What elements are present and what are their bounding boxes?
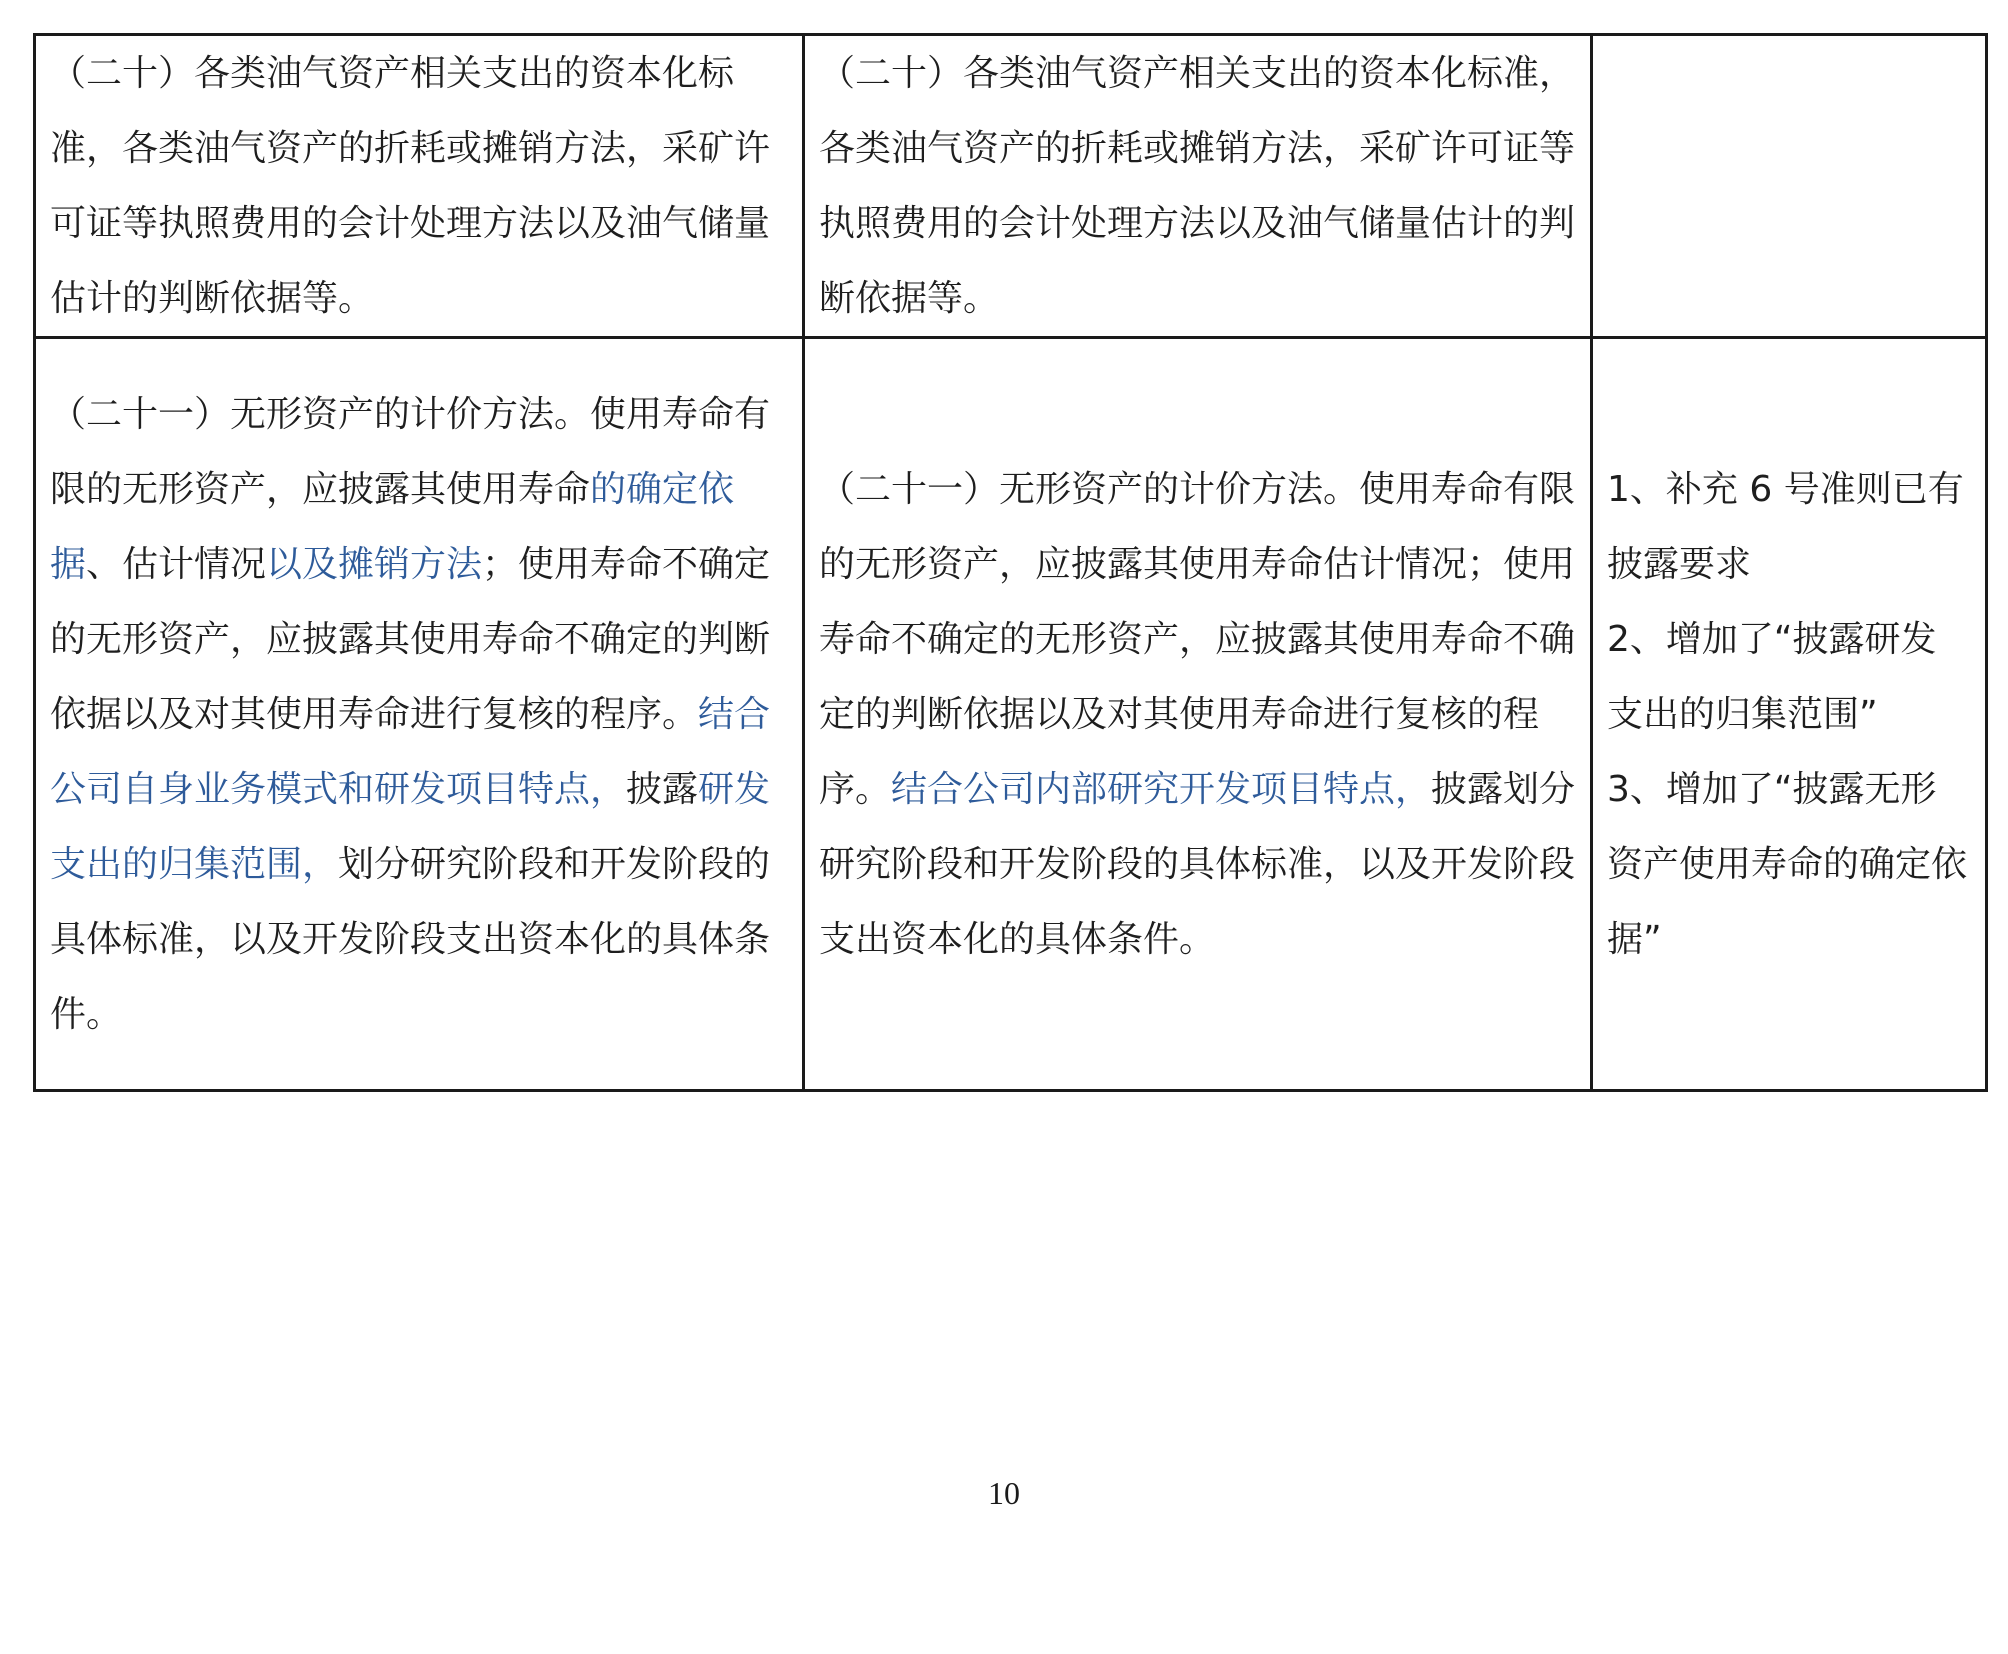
text-segment: ；使用寿命不确定的无形资产，应披露其使用寿命不确定的判断依据以及对其使用寿命进行复核的程序。 <box>50 543 771 735</box>
text-segment: 披露 <box>626 768 699 810</box>
table-row <box>35 338 1987 1091</box>
text-segment: （二十）各类油气资产相关支出的资本化标准，各类油气资产的折耗或摊销方法，采矿许可证等执照费用的会计处理方法以及油气储量估计的判断依据等。 <box>50 53 771 319</box>
cell-original-21 <box>804 338 1592 1091</box>
text-segment: 划分研究阶段和开发阶段的具体标准，以及开发阶段支出资本化的具体条件。 <box>50 843 771 1035</box>
cell-original-20 <box>804 35 1592 338</box>
highlighted-text: 结合公司自身业务模式和研发项目特点， <box>50 693 771 810</box>
cell-notes-21 <box>1592 338 1987 1091</box>
text-segment: （二十一）无形资产的计价方法。使用寿命有限的无形资产，应披露其使用寿命估计情况；使用寿命不确定的无形资产，应披露其使用寿命不确定的判断依据以及对其使用寿命进行复核的程序。 <box>819 468 1576 810</box>
note-item: 1、补充 6 号准则已有披露要求 <box>1607 468 1964 585</box>
cell-revised-20 <box>35 35 804 338</box>
cell-revised-21 <box>35 338 804 1091</box>
text-segment: 、估计情况 <box>86 543 267 585</box>
cell-notes-20 <box>1592 35 1987 338</box>
table-row <box>35 35 1987 338</box>
highlighted-text: 以及摊销方法 <box>266 543 483 585</box>
page-number: 10 <box>988 1475 1020 1511</box>
text-segment: （二十）各类油气资产相关支出的资本化标准，各类油气资产的折耗或摊销方法，采矿许可证等执照费用的会计处理方法以及油气储量估计的判断依据等。 <box>819 53 1576 319</box>
comparison-table <box>33 33 1988 1092</box>
highlighted-text: 结合公司内部研究开发项目特点， <box>891 768 1432 810</box>
highlighted-text: 的确定依据 <box>50 468 735 585</box>
text-segment: 披露划分研究阶段和开发阶段的具体标准，以及开发阶段支出资本化的具体条件。 <box>819 768 1576 960</box>
text-segment: （二十一）无形资产的计价方法。使用寿命有限的无形资产，应披露其使用寿命 <box>50 393 771 510</box>
note-item: 3、增加了“披露无形资产使用寿命的确定依据” <box>1607 768 1968 960</box>
highlighted-text: 研发支出的归集范围， <box>50 768 771 885</box>
note-item: 2、增加了“披露研发支出的归集范围” <box>1607 618 1937 735</box>
